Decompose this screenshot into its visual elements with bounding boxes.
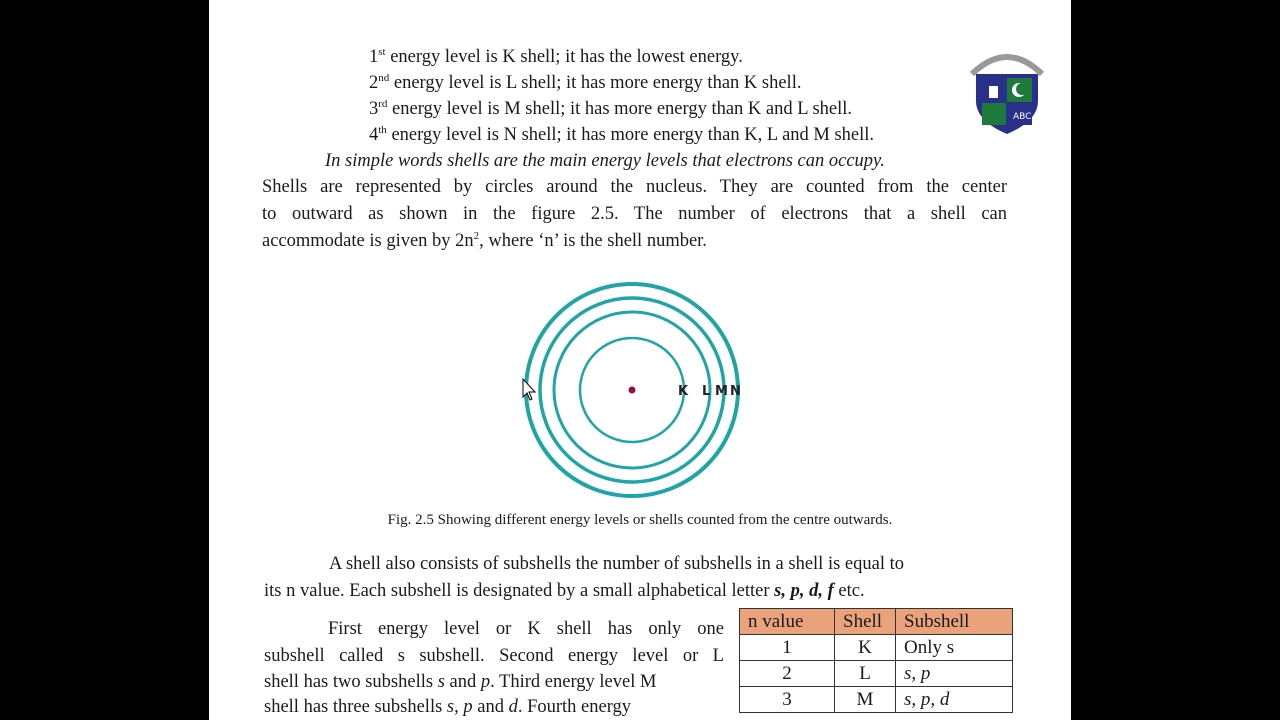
cell-n: 3 [740, 687, 835, 713]
italic-summary: In simple words shells are the main energy levels that electrons can occupy. [325, 151, 885, 171]
para3-line2: subshell called s subshell. Second energy level or L [264, 646, 724, 666]
document-page [209, 0, 1071, 720]
para1-line3: accommodate is given by $2n^2$, where ‘n’ is the shell number. [262, 230, 707, 251]
label-m: M [715, 384, 728, 399]
level-line-1: 1st energy level is K shell; it has the lowest energy. [369, 46, 743, 67]
para3-line3: shell has two subshells s and p. Third energy level M [264, 672, 657, 692]
level-line-4: 4th energy level is N shell; it has more energy than K, L and M shell. [369, 124, 875, 145]
para3-line4: shell has three subshells s, p and d. Fourth energy [264, 697, 632, 717]
cell-subshell: s, p [896, 661, 1013, 687]
svg-text:ABC: ABC [1013, 112, 1032, 122]
label-k: K [678, 384, 689, 399]
para2-line1: A shell also consists of subshells the number of subshells in a shell is equal to [329, 554, 904, 574]
header-subshell: Subshell [896, 609, 1013, 635]
cell-n: 1 [740, 635, 835, 661]
table-row [740, 635, 1013, 661]
para2-line2: its n value. Each subshell is designated by a small alphabetical letter s, p, d, f etc. [264, 581, 865, 601]
subshell-table [739, 608, 1013, 713]
cell-shell: K [835, 635, 896, 661]
cell-shell: M [835, 687, 896, 713]
cell-subshell: Only s [896, 635, 1013, 661]
level-line-2: 2nd energy level is L shell; it has more energy than K shell. [369, 72, 802, 93]
header-shell: Shell [835, 609, 896, 635]
table-header-row [740, 609, 1013, 635]
mouse-cursor-icon [517, 375, 537, 401]
nucleus [629, 387, 636, 394]
cell-shell: L [835, 661, 896, 687]
para1-line2: to outward as shown in the figure 2.5. The number of electrons that a shell can [262, 204, 1007, 224]
school-logo [964, 46, 1050, 136]
para3-line1: First energy level or K shell has only one [328, 619, 724, 639]
table-row [740, 687, 1013, 713]
level-line-3: 3rd energy level is M shell; it has more energy than K and L shell. [369, 98, 853, 119]
label-n: N [730, 384, 741, 399]
cell-subshell: s, p, d [896, 687, 1013, 713]
para1-line1: Shells are represented by circles around the nucleus. They are counted from the center [262, 177, 1007, 197]
label-l: L [702, 384, 711, 399]
cell-n: 2 [740, 661, 835, 687]
figure-caption: Fig. 2.5 Showing different energy levels or shells counted from the centre outwards. [387, 512, 893, 528]
header-n-value: n value [740, 609, 835, 635]
table-row [740, 661, 1013, 687]
